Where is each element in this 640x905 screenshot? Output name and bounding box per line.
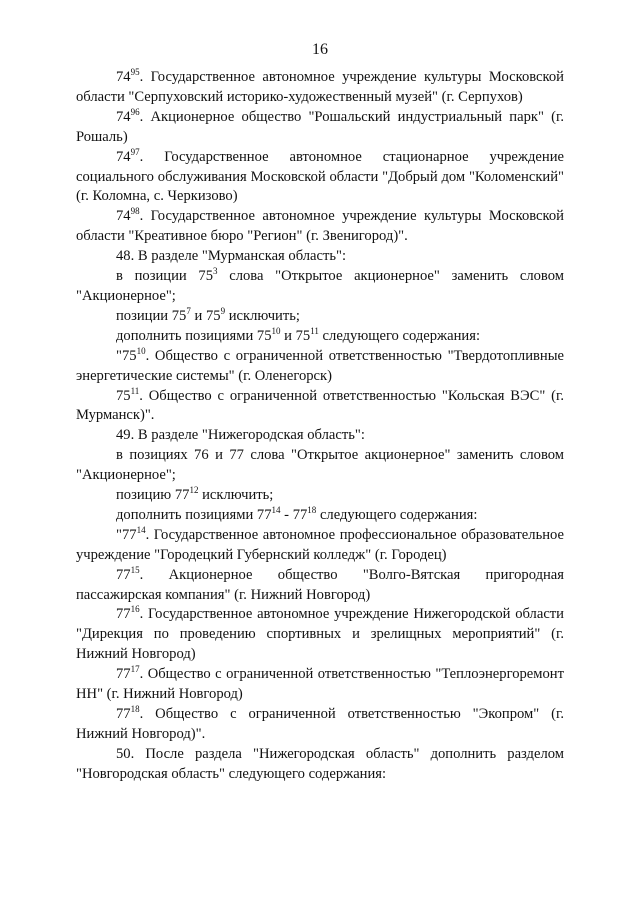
paragraph-text: . Акционерное общество "Волго-Вятская пригородная пассажирская компания" (г. Нижний Новгород): [76, 566, 564, 603]
paragraph-text: 48. В разделе "Мурманская область":: [116, 248, 347, 265]
paragraph-item-77-15: [76, 566, 564, 606]
paragraph-item-77-18: [76, 705, 564, 745]
instruction-add-75: [76, 327, 564, 347]
paragraph-text: . Государственное автономное профессиональное образовательное учреждение "Городецкий Губернский колледж" (г. Городец): [76, 526, 564, 563]
paragraph-item-77-14: [76, 526, 564, 566]
instruction-prefix: дополнить позициями 75: [116, 327, 272, 344]
position-superscript: 18: [307, 505, 317, 516]
position-number: 75: [116, 387, 131, 404]
paragraph-text: . Государственное автономное учреждение Нижегородской области "Дирекция по проведению спортивных и зрелищных мероприятий" (г. Нижний Новгород): [76, 606, 564, 663]
paragraph-text: . Общество с ограниченной ответственностью "Кольская ВЭС" (г. Мурманск)".: [76, 387, 564, 424]
position-number: 77: [116, 566, 131, 583]
paragraph-text: 49. В разделе "Нижегородская область":: [116, 427, 365, 444]
section-heading-nizhny: [76, 426, 564, 446]
position-superscript: 7: [186, 306, 191, 317]
position-number: 74: [116, 148, 131, 165]
instruction-middle: и 75: [190, 307, 221, 324]
section-heading-novgorod: [76, 745, 564, 785]
paragraph-text: следующего содержания:: [316, 506, 478, 523]
paragraph-text: . Общество с ограниченной ответственностью "Твердотопливные энергетические системы" (г. Оленегорск): [76, 347, 564, 384]
position-superscript: 16: [130, 604, 140, 615]
instruction-replace-76-77: [76, 446, 564, 486]
paragraph-text: исключить;: [198, 487, 274, 504]
paragraph-item-74-97: [76, 148, 564, 208]
position-superscript: 11: [130, 385, 140, 396]
paragraph-text: . Акционерное общество "Рошальский индустриальный парк" (г. Рошаль): [76, 108, 564, 145]
instruction-replace-75-3: [76, 267, 564, 307]
position-superscript: 12: [189, 485, 199, 496]
section-heading-murmansk: [76, 247, 564, 267]
position-superscript: 14: [271, 505, 281, 516]
paragraph-text: слова "Открытое акционерное" заменить словом "Акционерное";: [76, 268, 564, 304]
paragraph-text: в позициях 76 и 77 слова "Открытое акционерное" заменить словом "Акционерное";: [76, 447, 564, 484]
position-number: 77: [116, 666, 131, 683]
paragraph-text: . Государственное автономное учреждение культуры Московской области "Креативное бюро "Регион" (г. Звенигород)".: [76, 208, 564, 245]
position-superscript: 17: [130, 664, 140, 675]
paragraph-text: . Государственное автономное стационарное учреждение социального обслуживания Московской области "Добрый дом "Коломенский" (г. Коломна, с. Черкизово): [76, 148, 564, 205]
position-superscript: 98: [130, 206, 140, 217]
position-superscript: 14: [136, 524, 146, 535]
paragraph-item-74-96: [76, 108, 564, 148]
paragraph-item-74-95: [76, 68, 564, 108]
paragraph-item-77-17: [76, 665, 564, 705]
instruction-add-77: [76, 506, 564, 526]
position-number: 74: [116, 208, 131, 225]
position-number: 74: [116, 108, 131, 125]
instruction-prefix: позиции 75: [116, 307, 187, 324]
position-superscript: 10: [136, 345, 146, 356]
instruction-prefix: позицию 77: [116, 487, 190, 504]
paragraph-text: . Государственное автономное учреждение культуры Московской области "Серпуховский историко-художественный музей" (г. Серпухов): [76, 69, 564, 105]
position-superscript: 3: [213, 266, 218, 277]
paragraph-text: следующего содержания:: [318, 327, 481, 344]
document-body: [76, 68, 564, 785]
position-number: 77: [116, 606, 131, 623]
position-superscript: 95: [130, 67, 140, 78]
paragraph-text: исключить;: [225, 307, 300, 324]
paragraph-item-77-16: [76, 605, 564, 665]
position-superscript: 96: [130, 106, 140, 117]
paragraph-text: . Общество с ограниченной ответственностью "Экопром" (г. Нижний Новгород)".: [76, 706, 564, 742]
instruction-middle: - 77: [280, 506, 308, 523]
instruction-middle: и 75: [280, 327, 311, 344]
position-number: "77: [116, 526, 137, 543]
position-superscript: 10: [271, 325, 281, 336]
position-number: "75: [116, 347, 137, 364]
position-superscript: 97: [130, 146, 140, 157]
instruction-remove-77-12: [76, 486, 564, 506]
paragraph-text: . Общество с ограниченной ответственностью "Теплоэнергоремонт НН" (г. Нижний Новгород): [76, 666, 564, 703]
position-superscript: 15: [130, 564, 140, 575]
position-number: 74: [116, 69, 131, 85]
instruction-remove-75: [76, 307, 564, 327]
position-number: 77: [116, 706, 131, 722]
paragraph-item-74-98: [76, 207, 564, 247]
paragraph-item-75-11: [76, 387, 564, 427]
paragraph-item-75-10: [76, 347, 564, 387]
instruction-prefix: дополнить позициями 77: [116, 506, 272, 523]
position-superscript: 18: [130, 704, 140, 715]
position-superscript: 11: [310, 325, 319, 336]
page-number: 16: [312, 41, 328, 58]
paragraph-text: 50. После раздела "Нижегородская область" дополнить разделом "Новгородская область" следующего содержания:: [76, 745, 564, 782]
instruction-prefix: в позиции 75: [116, 268, 214, 285]
position-superscript: 9: [220, 306, 226, 317]
